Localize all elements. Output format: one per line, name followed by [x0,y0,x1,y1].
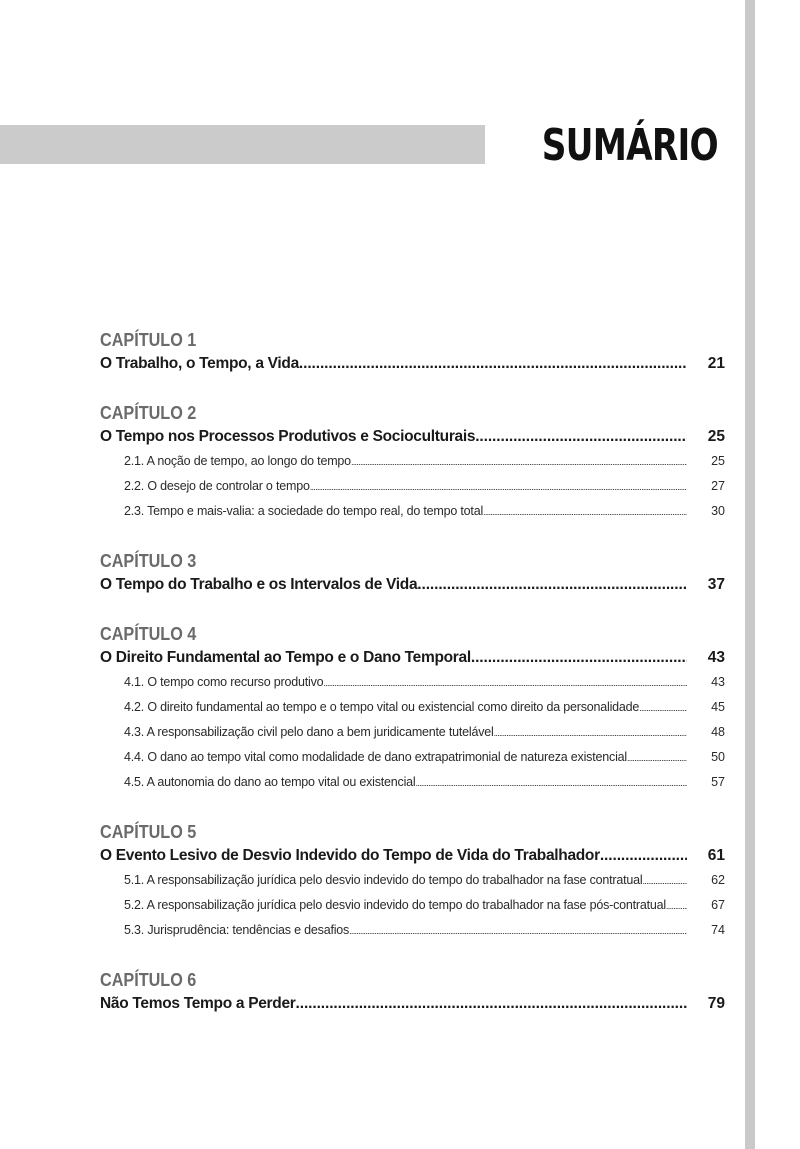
page-number: 48 [711,725,725,739]
section-title [124,918,349,942]
section-title [124,770,416,794]
page-number: 67 [711,898,725,912]
page-number: 30 [711,504,725,518]
chapter-label: CAPÍTULO 1 [100,330,197,350]
section-row[interactable] [100,449,725,474]
dot-leader [471,646,687,670]
section-title [124,745,627,769]
dot-leader [323,671,687,695]
section-title [124,474,310,498]
section-text: A responsabilização jurídica pelo desvio indevido do tempo do trabalhador na fase pós-contratual [146,898,666,912]
section-number: 5.2. [124,898,145,912]
section-text: A autonomia do dano ao tempo vital ou existencial [146,775,416,789]
page-number: 43 [707,649,725,666]
section-title [124,720,494,744]
page-number: 74 [711,923,725,937]
chapter-label: CAPÍTULO 2 [100,403,197,423]
section-row[interactable] [100,893,725,918]
dot-leader [639,696,687,720]
chapter-title-row[interactable] [100,425,725,449]
section-row[interactable] [100,720,725,745]
section-number: 4.4. [124,750,145,764]
page-number: 37 [707,576,725,593]
section-row[interactable] [100,499,725,524]
section-text: A noção de tempo, ao longo do tempo [146,454,351,468]
section-number: 4.3. [124,725,145,739]
section-row[interactable] [100,868,725,893]
dot-leader [299,352,687,376]
page-number: 25 [707,428,725,445]
page-title: SUMÁRIO [541,120,718,171]
section-number: 2.2. [124,479,145,493]
section-text: Tempo e mais-valia: a sociedade do tempo real, do tempo total [147,504,484,518]
page-number: 21 [707,355,725,372]
chapter-4 [100,622,725,795]
page-edge-bar [745,0,755,1149]
section-title [124,670,323,694]
chapter-label: CAPÍTULO 6 [100,970,197,990]
section-title [124,695,639,719]
page-number: 27 [711,479,725,493]
page-number: 61 [707,847,725,864]
dot-leader [627,746,687,770]
section-row[interactable] [100,918,725,943]
dot-leader [494,721,687,745]
section-text: O tempo como recurso produtivo [147,675,324,689]
section-number: 5.3. [124,923,145,937]
section-title [124,868,642,892]
page-number: 57 [711,775,725,789]
dot-leader [475,425,687,449]
section-number: 4.5. [124,775,145,789]
chapter-title: O Trabalho, o Tempo, a Vida [100,355,299,372]
chapter-label: CAPÍTULO 4 [100,624,197,644]
page-number: 50 [711,750,725,764]
section-title [124,499,483,523]
section-text: O dano ao tempo vital como modalidade de dano extrapatrimonial de natureza existencial [147,750,627,764]
chapter-2 [100,401,725,524]
section-text: A responsabilização jurídica pelo desvio indevido do tempo do trabalhador na fase contratual [146,873,643,887]
page-number: 45 [711,700,725,714]
chapter-1 [100,328,725,376]
chapter-title: O Tempo do Trabalho e os Intervalos de Vida [100,576,418,593]
chapter-3 [100,549,725,597]
dot-leader [351,450,687,474]
dot-leader [666,894,687,918]
dot-leader [416,771,687,795]
chapter-title-row[interactable] [100,352,725,376]
page-number: 62 [711,873,725,887]
chapter-title-row[interactable] [100,573,725,597]
section-text: A responsabilização civil pelo dano a bem juridicamente tutelável [146,725,494,739]
section-row[interactable] [100,745,725,770]
section-row[interactable] [100,695,725,720]
page-number: 25 [711,454,725,468]
dot-leader [349,919,687,943]
section-number: 2.3. [124,504,145,518]
section-text: O desejo de controlar o tempo [147,479,310,493]
chapter-label: CAPÍTULO 3 [100,551,197,571]
chapter-title: Não Temos Tempo a Perder [100,995,296,1012]
chapter-6 [100,968,725,1016]
section-row[interactable] [100,670,725,695]
dot-leader [417,573,687,597]
header-band [0,125,485,164]
section-number: 4.1. [124,675,145,689]
section-text: Jurisprudência: tendências e desafios [147,923,350,937]
chapter-title: O Evento Lesivo de Desvio Indevido do Tempo de Vida do Trabalhador [100,847,600,864]
chapter-label: CAPÍTULO 5 [100,822,197,842]
dot-leader [642,869,687,893]
section-number: 2.1. [124,454,145,468]
page-number: 79 [707,995,725,1012]
chapter-title-row[interactable] [100,844,725,868]
page-number: 43 [711,675,725,689]
chapter-title: O Direito Fundamental ao Tempo e o Dano Temporal [100,649,471,666]
chapter-title-row[interactable] [100,992,725,1016]
dot-leader [483,500,687,524]
section-title [124,893,666,917]
chapter-title-row[interactable] [100,646,725,670]
section-number: 5.1. [124,873,145,887]
section-text: O direito fundamental ao tempo e o tempo vital ou existencial como direito da personalidade [147,700,640,714]
chapter-title: O Tempo nos Processos Produtivos e Socioculturais [100,428,476,445]
chapter-5 [100,820,725,943]
table-of-contents [100,328,725,1041]
dot-leader [296,992,687,1016]
section-number: 4.2. [124,700,145,714]
dot-leader [600,844,687,868]
section-row[interactable] [100,474,725,499]
section-title [124,449,351,473]
section-row[interactable] [100,770,725,795]
dot-leader [310,475,687,499]
